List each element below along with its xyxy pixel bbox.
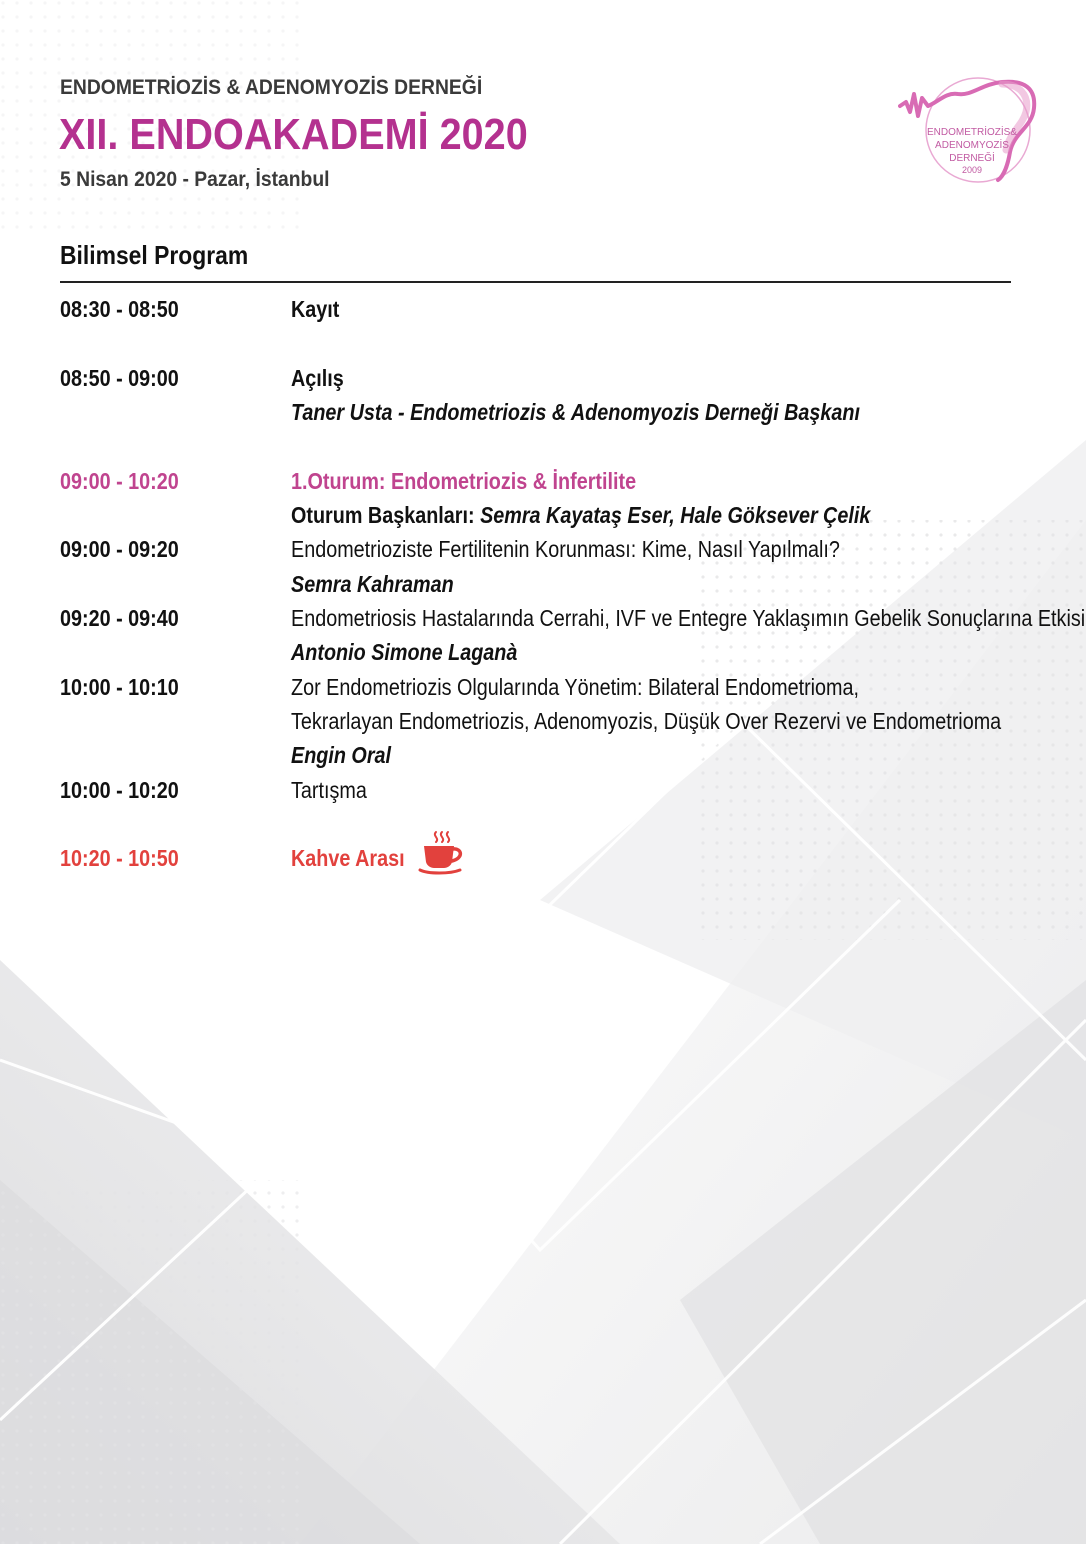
row-title: Endometriosis Hastalarında Cerrahi, IVF ve Entegre Yaklaşımın Gebelik Sonuçlarına Etkisi [291,605,1086,631]
row-title-line-2: Tekrarlayan Endometriozis, Adenomyozis, Düşük Over Rezervi ve Endometrioma [291,708,1002,734]
row-title: Endometrioziste Fertilitenin Korunması: Kime, Nasıl Yapılmalı? [291,536,840,562]
row-time: 08:30 - 08:50 [60,296,179,322]
row-time: 10:00 - 10:20 [60,777,179,803]
chairs-names: Semra Kayataş Eser, Hale Göksever Çelik [480,502,871,528]
row-speaker: Antonio Simone Laganà [291,639,518,665]
session-time: 09:00 - 10:20 [60,468,179,494]
row-time: 09:20 - 09:40 [60,605,179,631]
logo-line-2: ADENOMYOZİS [935,140,1009,151]
row-time: 09:00 - 09:20 [60,536,179,562]
row-time: 08:50 - 09:00 [60,365,179,391]
logo-line-1: ENDOMETRİOZİS& [926,127,1018,138]
row-title: Açılış [291,365,344,391]
coffee-cup-icon [418,830,466,876]
row-speaker: Engin Oral [291,742,392,768]
break-title: Kahve Arası [291,845,405,871]
row-speaker: Taner Usta - Endometriozis & Adenomyozis Derneği Başkanı [291,399,860,425]
row-title: Kayıt [291,296,340,322]
logo-line-3: DERNEĞİ [949,153,995,164]
row-title: Tartışma [291,777,367,803]
row-time: 10:00 - 10:10 [60,674,179,700]
association-logo [898,72,1040,188]
logo-year: 2009 [961,165,983,175]
row-speaker: Semra Kahraman [291,571,454,597]
event-date-location: 5 Nisan 2020 - Pazar, İstanbul [60,168,330,191]
break-time: 10:20 - 10:50 [60,845,179,871]
session-title: 1.Oturum: Endometriozis & İnfertilite [291,468,637,494]
row-title-line-1: Zor Endometriozis Olgularında Yönetim: Bilateral Endometrioma, [291,674,860,700]
event-title: XII. ENDOAKADEMİ 2020 [59,110,528,159]
program-title: Bilimsel Program [60,240,249,270]
organization-name: ENDOMETRİOZİS & ADENOMYOZİS DERNEĞİ [60,76,483,99]
session-chairs [291,500,870,530]
chairs-label: Oturum Başkanları: [291,502,475,528]
title-divider [60,281,1011,283]
